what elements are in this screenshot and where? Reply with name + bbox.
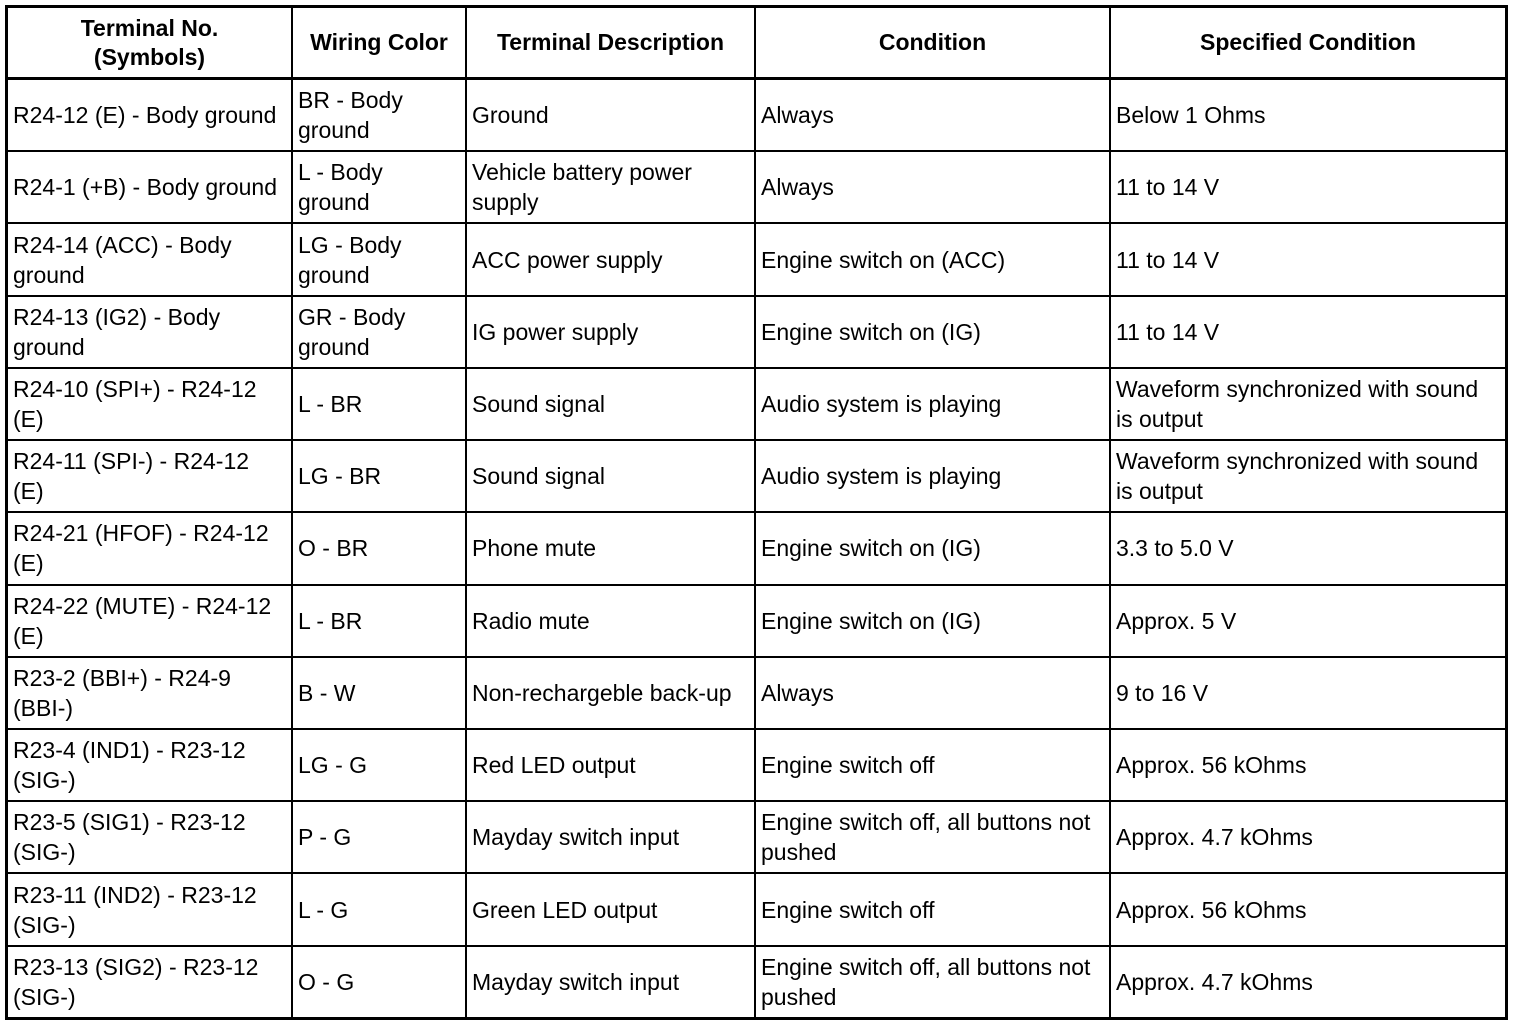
cell-terminal-description: Mayday switch input — [466, 946, 755, 1017]
table-row — [8, 585, 1505, 657]
cell-terminal-no: R23-5 (SIG1) - R23-12 (SIG-) — [8, 801, 292, 873]
table-row — [8, 296, 1505, 368]
table-row — [8, 79, 1505, 152]
table-row — [8, 368, 1505, 440]
cell-wiring-color: BR - Body ground — [292, 79, 466, 152]
cell-condition: Always — [755, 151, 1110, 223]
header-terminal-no-line1: Terminal No. — [80, 14, 219, 41]
cell-terminal-description: Green LED output — [466, 873, 755, 945]
cell-specified-condition: Below 1 Ohms — [1110, 79, 1505, 152]
header-row — [8, 8, 1505, 79]
cell-condition: Audio system is playing — [755, 440, 1110, 512]
cell-wiring-color: L - BR — [292, 368, 466, 440]
cell-terminal-no: R24-12 (E) - Body ground — [8, 79, 292, 152]
cell-terminal-description: Radio mute — [466, 585, 755, 657]
cell-terminal-no: R24-1 (+B) - Body ground — [8, 151, 292, 223]
table-row — [8, 512, 1505, 584]
cell-terminal-no: R24-11 (SPI-) - R24-12 (E) — [8, 440, 292, 512]
cell-terminal-no: R23-13 (SIG2) - R23-12 (SIG-) — [8, 946, 292, 1017]
cell-terminal-description: ACC power supply — [466, 223, 755, 295]
cell-specified-condition: 3.3 to 5.0 V — [1110, 512, 1505, 584]
header-specified-condition: Specified Condition — [1110, 8, 1505, 79]
cell-terminal-no: R24-14 (ACC) - Body ground — [8, 223, 292, 295]
cell-condition: Engine switch off — [755, 873, 1110, 945]
cell-wiring-color: L - G — [292, 873, 466, 945]
header-condition: Condition — [755, 8, 1110, 79]
table-header — [8, 8, 1505, 79]
cell-wiring-color: B - W — [292, 657, 466, 729]
cell-specified-condition: Approx. 4.7 kOhms — [1110, 946, 1505, 1017]
cell-terminal-description: Sound signal — [466, 368, 755, 440]
cell-condition: Engine switch off, all buttons not pushed — [755, 801, 1110, 873]
cell-specified-condition: Approx. 5 V — [1110, 585, 1505, 657]
cell-specified-condition: 9 to 16 V — [1110, 657, 1505, 729]
cell-wiring-color: O - BR — [292, 512, 466, 584]
cell-condition: Engine switch off, all buttons not pushed — [755, 946, 1110, 1017]
cell-wiring-color: P - G — [292, 801, 466, 873]
cell-terminal-description: Red LED output — [466, 729, 755, 801]
cell-wiring-color: O - G — [292, 946, 466, 1017]
cell-terminal-no: R24-22 (MUTE) - R24-12 (E) — [8, 585, 292, 657]
cell-specified-condition: Approx. 56 kOhms — [1110, 729, 1505, 801]
header-terminal-description: Terminal Description — [466, 8, 755, 79]
cell-wiring-color: L - Body ground — [292, 151, 466, 223]
cell-terminal-no: R24-21 (HFOF) - R24-12 (E) — [8, 512, 292, 584]
header-terminal-no — [8, 8, 292, 79]
cell-specified-condition: Approx. 56 kOhms — [1110, 873, 1505, 945]
cell-terminal-no: R24-13 (IG2) - Body ground — [8, 296, 292, 368]
cell-terminal-no: R23-2 (BBI+) - R24-9 (BBI-) — [8, 657, 292, 729]
cell-terminal-description: Ground — [466, 79, 755, 152]
cell-wiring-color: L - BR — [292, 585, 466, 657]
cell-specified-condition: Waveform synchronized with sound is output — [1110, 440, 1505, 512]
cell-wiring-color: GR - Body ground — [292, 296, 466, 368]
header-wiring-color: Wiring Color — [292, 8, 466, 79]
cell-condition: Always — [755, 79, 1110, 152]
table-row — [8, 801, 1505, 873]
cell-terminal-description: Sound signal — [466, 440, 755, 512]
cell-condition: Engine switch on (ACC) — [755, 223, 1110, 295]
table-row — [8, 729, 1505, 801]
cell-condition: Engine switch on (IG) — [755, 512, 1110, 584]
cell-terminal-description: IG power supply — [466, 296, 755, 368]
table-row — [8, 946, 1505, 1017]
table-row — [8, 151, 1505, 223]
cell-condition: Engine switch on (IG) — [755, 296, 1110, 368]
cell-terminal-description: Vehicle battery power supply — [466, 151, 755, 223]
table-body — [8, 79, 1505, 1018]
cell-specified-condition: Approx. 4.7 kOhms — [1110, 801, 1505, 873]
cell-specified-condition: 11 to 14 V — [1110, 296, 1505, 368]
cell-wiring-color: LG - G — [292, 729, 466, 801]
cell-terminal-description: Non-rechargeble back-up — [466, 657, 755, 729]
cell-terminal-no: R23-4 (IND1) - R23-12 (SIG-) — [8, 729, 292, 801]
cell-terminal-description: Mayday switch input — [466, 801, 755, 873]
cell-terminal-no: R24-10 (SPI+) - R24-12 (E) — [8, 368, 292, 440]
cell-specified-condition: Waveform synchronized with sound is output — [1110, 368, 1505, 440]
header-terminal-no-line2: (Symbols) — [93, 43, 206, 70]
terminal-table-frame — [5, 5, 1508, 1020]
cell-specified-condition: 11 to 14 V — [1110, 151, 1505, 223]
table-row — [8, 657, 1505, 729]
cell-condition: Audio system is playing — [755, 368, 1110, 440]
cell-wiring-color: LG - Body ground — [292, 223, 466, 295]
table-row — [8, 440, 1505, 512]
terminal-table — [8, 8, 1505, 1017]
table-row — [8, 873, 1505, 945]
cell-condition: Engine switch on (IG) — [755, 585, 1110, 657]
cell-condition: Engine switch off — [755, 729, 1110, 801]
cell-terminal-no: R23-11 (IND2) - R23-12 (SIG-) — [8, 873, 292, 945]
table-row — [8, 223, 1505, 295]
cell-wiring-color: LG - BR — [292, 440, 466, 512]
cell-condition: Always — [755, 657, 1110, 729]
cell-terminal-description: Phone mute — [466, 512, 755, 584]
cell-specified-condition: 11 to 14 V — [1110, 223, 1505, 295]
